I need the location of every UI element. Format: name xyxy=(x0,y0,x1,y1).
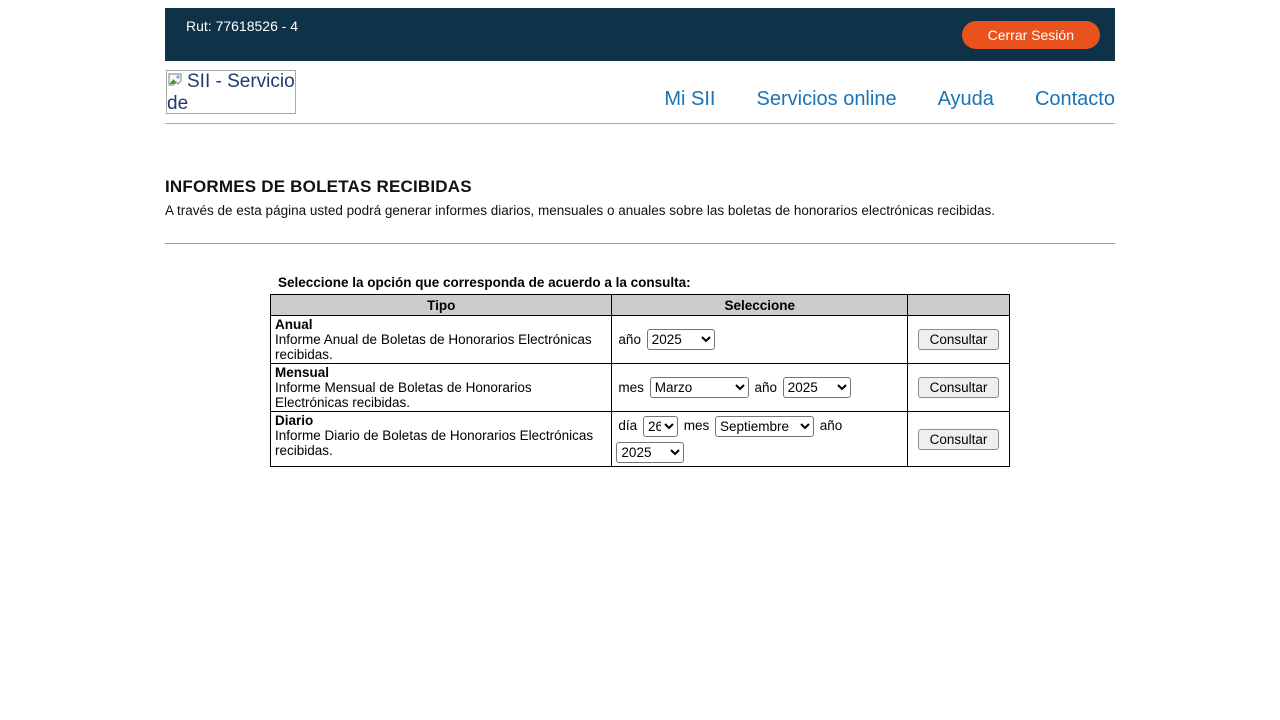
anio-label: año xyxy=(819,418,843,433)
table-caption: Seleccione la opción que corresponda de acuerdo a la consulta: xyxy=(278,275,691,290)
seleccione-cell xyxy=(612,412,908,467)
seleccione-cell xyxy=(612,364,908,412)
column-header-tipo: Tipo xyxy=(271,295,612,316)
tipo-description: Informe Anual de Boletas de Honorarios Electrónicas recibidas. xyxy=(275,332,592,362)
consultar-mensual-button[interactable]: Consultar xyxy=(918,377,1000,398)
tipo-cell xyxy=(271,364,612,412)
sii-logo-placeholder[interactable] xyxy=(166,70,296,114)
table-row-mensual xyxy=(271,364,1010,412)
tipo-cell xyxy=(271,316,612,364)
mes-label: mes xyxy=(618,379,644,395)
anio-label: año xyxy=(618,331,641,347)
nav-link-contacto[interactable]: Contacto xyxy=(1034,88,1115,110)
logout-button[interactable]: Cerrar Sesión xyxy=(962,21,1100,49)
tipo-cell xyxy=(271,412,612,467)
anio-label: año xyxy=(754,379,777,395)
dia-label: día xyxy=(618,418,638,433)
mensual-year-select[interactable] xyxy=(783,377,851,398)
logo-alt-text: SII - Servicio de xyxy=(167,71,295,114)
seleccione-cell xyxy=(612,316,908,364)
nav-link-ayuda[interactable]: Ayuda xyxy=(937,88,994,110)
column-header-empty xyxy=(908,295,1010,316)
page-container xyxy=(165,0,1115,467)
tipo-description: Informe Mensual de Boletas de Honorarios Electrónicas recibidas. xyxy=(275,380,532,410)
button-cell xyxy=(908,412,1010,467)
mensual-month-select[interactable] xyxy=(650,377,749,398)
main-nav xyxy=(664,88,1115,111)
mes-label: mes xyxy=(683,418,710,433)
site-header xyxy=(165,61,1115,124)
informes-table xyxy=(270,294,1010,467)
diario-year-select[interactable] xyxy=(616,442,684,463)
diario-day-select[interactable] xyxy=(643,416,678,437)
tipo-description: Informe Diario de Boletas de Honorarios Electrónicas recibidas. xyxy=(275,428,594,458)
button-cell xyxy=(908,316,1010,364)
rut-label: Rut: 77618526 - 4 xyxy=(186,18,299,34)
diario-month-select[interactable] xyxy=(715,416,814,437)
column-header-seleccione: Seleccione xyxy=(612,295,908,316)
tipo-name: Anual xyxy=(275,317,313,332)
consultar-diario-button[interactable]: Consultar xyxy=(918,429,1000,450)
section-divider xyxy=(165,243,1115,244)
consultar-anual-button[interactable]: Consultar xyxy=(918,329,1000,350)
consult-section xyxy=(270,275,1010,467)
topbar xyxy=(165,8,1115,61)
nav-link-mi-sii[interactable]: Mi SII xyxy=(664,88,716,110)
broken-image-icon xyxy=(168,73,185,89)
nav-link-servicios-online[interactable]: Servicios online xyxy=(756,88,897,110)
table-header-row xyxy=(271,295,1010,316)
table-row-anual xyxy=(271,316,1010,364)
anual-year-select[interactable] xyxy=(647,329,715,350)
page-title: INFORMES DE BOLETAS RECIBIDAS xyxy=(165,177,472,196)
page-description: A través de esta página usted podrá generar informes diarios, mensuales o anuales sobre las boletas de honorarios electrónicas recibidas. xyxy=(165,203,995,218)
tipo-name: Diario xyxy=(275,413,314,428)
tipo-name: Mensual xyxy=(275,365,330,380)
button-cell xyxy=(908,364,1010,412)
table-row-diario xyxy=(271,412,1010,467)
